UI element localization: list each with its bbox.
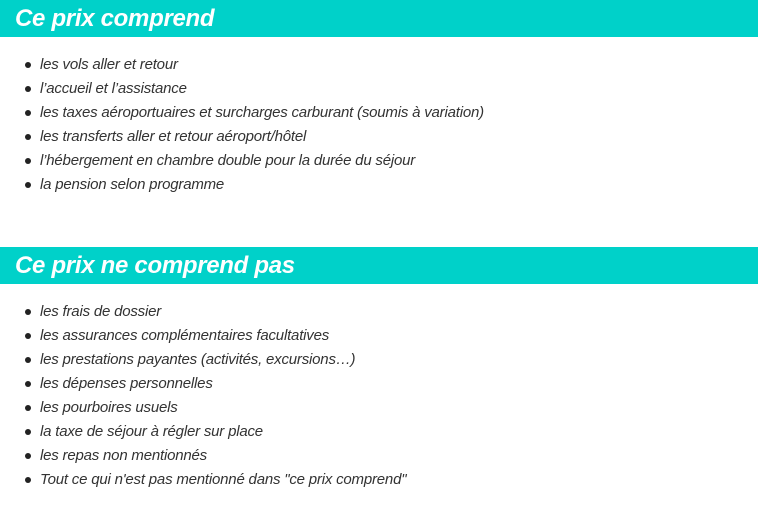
bullet-icon (25, 110, 31, 116)
bullet-icon (25, 453, 31, 459)
bullet-icon (25, 477, 31, 483)
bullet-icon (25, 357, 31, 363)
list-item (0, 53, 484, 77)
list-item (0, 300, 406, 324)
bullet-icon (25, 309, 31, 315)
list-item-text: la taxe de séjour à régler sur place (40, 423, 263, 440)
list-item-text: les frais de dossier (40, 303, 162, 320)
list-item-text: les taxes aéroportuaires et surcharges carburant (soumis à variation) (40, 104, 484, 121)
list-item-text: les dépenses personnelles (40, 375, 213, 392)
list-item-text: les transferts aller et retour aéroport/hôtel (40, 128, 307, 145)
list-item (0, 149, 484, 173)
bullet-icon (25, 62, 31, 68)
list-item (0, 324, 406, 348)
list-item-text: Tout ce qui n'est pas mentionné dans "ce prix comprend" (40, 471, 407, 488)
excluded-section-title: Ce prix ne comprend pas (0, 247, 758, 284)
list-item-text: les pourboires usuels (40, 399, 178, 416)
list-item-text: les prestations payantes (activités, excursions…) (40, 351, 356, 368)
bullet-icon (25, 333, 31, 339)
list-item (0, 77, 484, 101)
included-list (0, 53, 484, 197)
list-item (0, 348, 406, 372)
list-item-text: les assurances complémentaires facultatives (40, 327, 330, 344)
bullet-icon (25, 405, 31, 411)
list-item (0, 173, 484, 197)
list-item-text: l’accueil et l’assistance (40, 80, 187, 97)
list-item (0, 372, 406, 396)
bullet-icon (25, 429, 31, 435)
included-section-title: Ce prix comprend (0, 0, 758, 37)
list-item (0, 125, 484, 149)
list-item (0, 468, 406, 492)
list-item (0, 101, 484, 125)
list-item-text: l’hébergement en chambre double pour la durée du séjour (40, 152, 416, 169)
list-item-text: les vols aller et retour (40, 56, 178, 73)
bullet-icon (25, 381, 31, 387)
list-item-text: la pension selon programme (40, 176, 225, 193)
bullet-icon (25, 134, 31, 140)
bullet-icon (25, 158, 31, 164)
list-item-text: les repas non mentionnés (40, 447, 207, 464)
bullet-icon (25, 182, 31, 188)
list-item (0, 420, 406, 444)
excluded-list (0, 300, 406, 492)
list-item (0, 444, 406, 468)
bullet-icon (25, 86, 31, 92)
list-item (0, 396, 406, 420)
